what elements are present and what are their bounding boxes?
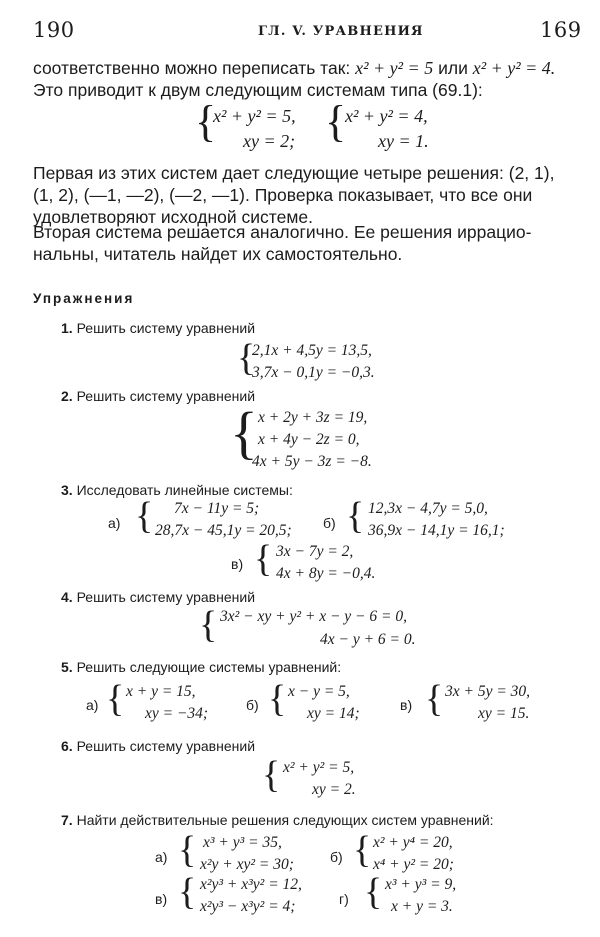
exercise-1-statement xyxy=(61,320,255,336)
exercise-5c-label: в) xyxy=(400,697,413,713)
exercise-2-eq1: x + 2y + 3z = 19, xyxy=(258,409,368,426)
exercise-5a-eq2: xy = −34; xyxy=(145,705,209,722)
exercise-7d-label: г) xyxy=(339,891,349,907)
exercise-3c-label: в) xyxy=(231,556,244,572)
exercise-3-statement xyxy=(61,482,293,498)
brace-icon: { xyxy=(178,829,197,871)
exercise-1-eq1: 2,1x + 4,5y = 13,5, xyxy=(252,342,372,359)
exercise-7c-eq2: x²y³ − x³y² = 4; xyxy=(200,898,296,915)
brace-icon: { xyxy=(364,871,383,913)
exercise-number: 1. xyxy=(61,320,73,336)
exercise-7c-label: в) xyxy=(155,891,168,907)
system2-eq2: xy = 1. xyxy=(378,131,429,151)
paragraph1-line2: (1, 2), (—1, —2), (—2, —1). Проверка показывает, что все они xyxy=(33,185,533,205)
exercise-text: Решить систему уравнений xyxy=(76,589,256,605)
exercise-5a-label: а) xyxy=(86,697,99,713)
exercise-number: 7. xyxy=(61,812,73,828)
exercise-7a-eq2: x²y + xy² = 30; xyxy=(200,856,294,873)
exercise-1-eq2: 3,7x − 0,1y = −0,3. xyxy=(252,364,375,381)
exercise-3a-eq2: 28,7x − 45,1y = 20,5; xyxy=(155,522,292,539)
brace-icon: { xyxy=(346,495,365,537)
exercise-4-statement xyxy=(61,589,255,605)
brace-icon: { xyxy=(268,678,287,720)
intro-line-2: Это приводит к двум следующим системам типа (69.1): xyxy=(33,80,483,100)
exercise-7d-eq2: x + y = 3. xyxy=(391,898,453,915)
brace-icon: { xyxy=(195,97,217,146)
brace-icon: { xyxy=(230,400,258,465)
exercise-7-statement xyxy=(61,812,494,828)
system1-eq1: x² + y² = 5, xyxy=(213,106,296,126)
brace-icon: { xyxy=(325,97,347,146)
brace-icon: { xyxy=(353,829,372,871)
exercise-5b-eq1: x − y = 5, xyxy=(288,683,350,700)
exercise-text: Найти действительные решения следующих систем уравнений: xyxy=(76,812,494,828)
exercise-6-eq1: x² + y² = 5, xyxy=(283,759,355,776)
exercise-5c-eq1: 3x + 5y = 30, xyxy=(445,683,531,700)
brace-icon: { xyxy=(425,678,444,720)
exercise-5c-eq2: xy = 15. xyxy=(478,705,530,722)
exercise-2-statement xyxy=(61,388,255,404)
exercise-5b-label: б) xyxy=(246,697,259,713)
exercise-2-eq2: x + 4y − 2z = 0, xyxy=(258,431,360,448)
brace-icon: { xyxy=(178,871,197,913)
exercise-3c-eq1: 3x − 7y = 2, xyxy=(276,543,354,560)
paragraph1-line1: Первая из этих систем дает следующие четыре решения: (2, 1), xyxy=(33,163,555,183)
system2-eq1: x² + y² = 4, xyxy=(345,106,428,126)
exercise-3b-eq1: 12,3x − 4,7y = 5,0, xyxy=(368,500,488,517)
exercise-5a-eq1: x + y = 15, xyxy=(126,683,196,700)
intro-line-1 xyxy=(33,58,555,79)
brace-icon: { xyxy=(106,678,125,720)
exercise-7b-label: б) xyxy=(330,849,343,865)
exercise-7d-eq1: x³ + y³ = 9, xyxy=(385,876,457,893)
running-header: ГЛ. V. УРАВНЕНИЯ xyxy=(258,24,424,39)
exercise-number: 6. xyxy=(61,738,73,754)
exercise-5-statement xyxy=(61,659,341,675)
exercise-4-eq1: 3x² − xy + y² + x − y − 6 = 0, xyxy=(220,608,407,625)
brace-icon: { xyxy=(262,754,281,796)
exercise-7b-eq1: x² + y⁴ = 20, xyxy=(373,834,453,851)
exercise-text: Решить систему уравнений xyxy=(76,320,256,336)
intro-text: соответственно можно переписать так: xyxy=(33,58,351,78)
exercise-number: 3. xyxy=(61,482,73,498)
brace-icon: { xyxy=(254,538,273,580)
exercise-7c-eq1: x²y³ + x³y² = 12, xyxy=(200,876,302,893)
brace-icon: { xyxy=(135,495,154,537)
exercise-3c-eq2: 4x + 8y = −0,4. xyxy=(276,565,376,582)
exercise-3a-eq1: 7x − 11y = 5; xyxy=(174,500,260,517)
brace-icon: { xyxy=(237,337,256,379)
exercise-number: 5. xyxy=(61,659,73,675)
exercise-6-eq2: xy = 2. xyxy=(312,781,356,798)
exercise-number: 4. xyxy=(61,589,73,605)
system1-eq2: xy = 2; xyxy=(243,131,296,151)
exercise-text: Решить следующие системы уравнений: xyxy=(76,659,342,675)
exercise-text: Решить систему уравнений xyxy=(76,738,256,754)
exercise-text: Решить систему уравнений xyxy=(76,388,256,404)
exercise-number: 2. xyxy=(61,388,73,404)
exercise-6-statement xyxy=(61,738,255,754)
exercise-3b-label: б) xyxy=(323,515,336,531)
equation: x² + y² = 5 xyxy=(355,58,434,78)
paragraph2-line2: нальны, читатель найдет их самостоятельно. xyxy=(33,244,403,264)
exercise-5b-eq2: xy = 14; xyxy=(307,705,360,722)
brace-icon: { xyxy=(199,604,218,646)
paragraph1-line3: удовлетворяют исходной системе. xyxy=(33,207,313,227)
exercise-3b-eq2: 36,9x − 14,1y = 16,1; xyxy=(368,522,505,539)
intro-or: или xyxy=(438,58,468,78)
exercise-7a-label: а) xyxy=(155,849,168,865)
equation: x² + y² = 4. xyxy=(472,58,556,78)
page-number-right: 169 xyxy=(540,18,582,42)
exercise-4-eq2: 4x − y + 6 = 0. xyxy=(320,631,416,648)
paragraph2-line1: Вторая система решается аналогично. Ее решения иррацио- xyxy=(33,222,532,242)
exercise-2-eq3: 4x + 5y − 3z = −8. xyxy=(252,453,372,470)
exercise-3a-label: а) xyxy=(108,515,121,531)
page-number-left: 190 xyxy=(33,18,75,42)
exercise-7a-eq1: x³ + y³ = 35, xyxy=(203,834,282,851)
exercise-7b-eq2: x⁴ + y² = 20; xyxy=(373,856,454,873)
exercise-text: Исследовать линейные системы: xyxy=(76,482,293,498)
exercises-heading: Упражнения xyxy=(33,291,135,306)
